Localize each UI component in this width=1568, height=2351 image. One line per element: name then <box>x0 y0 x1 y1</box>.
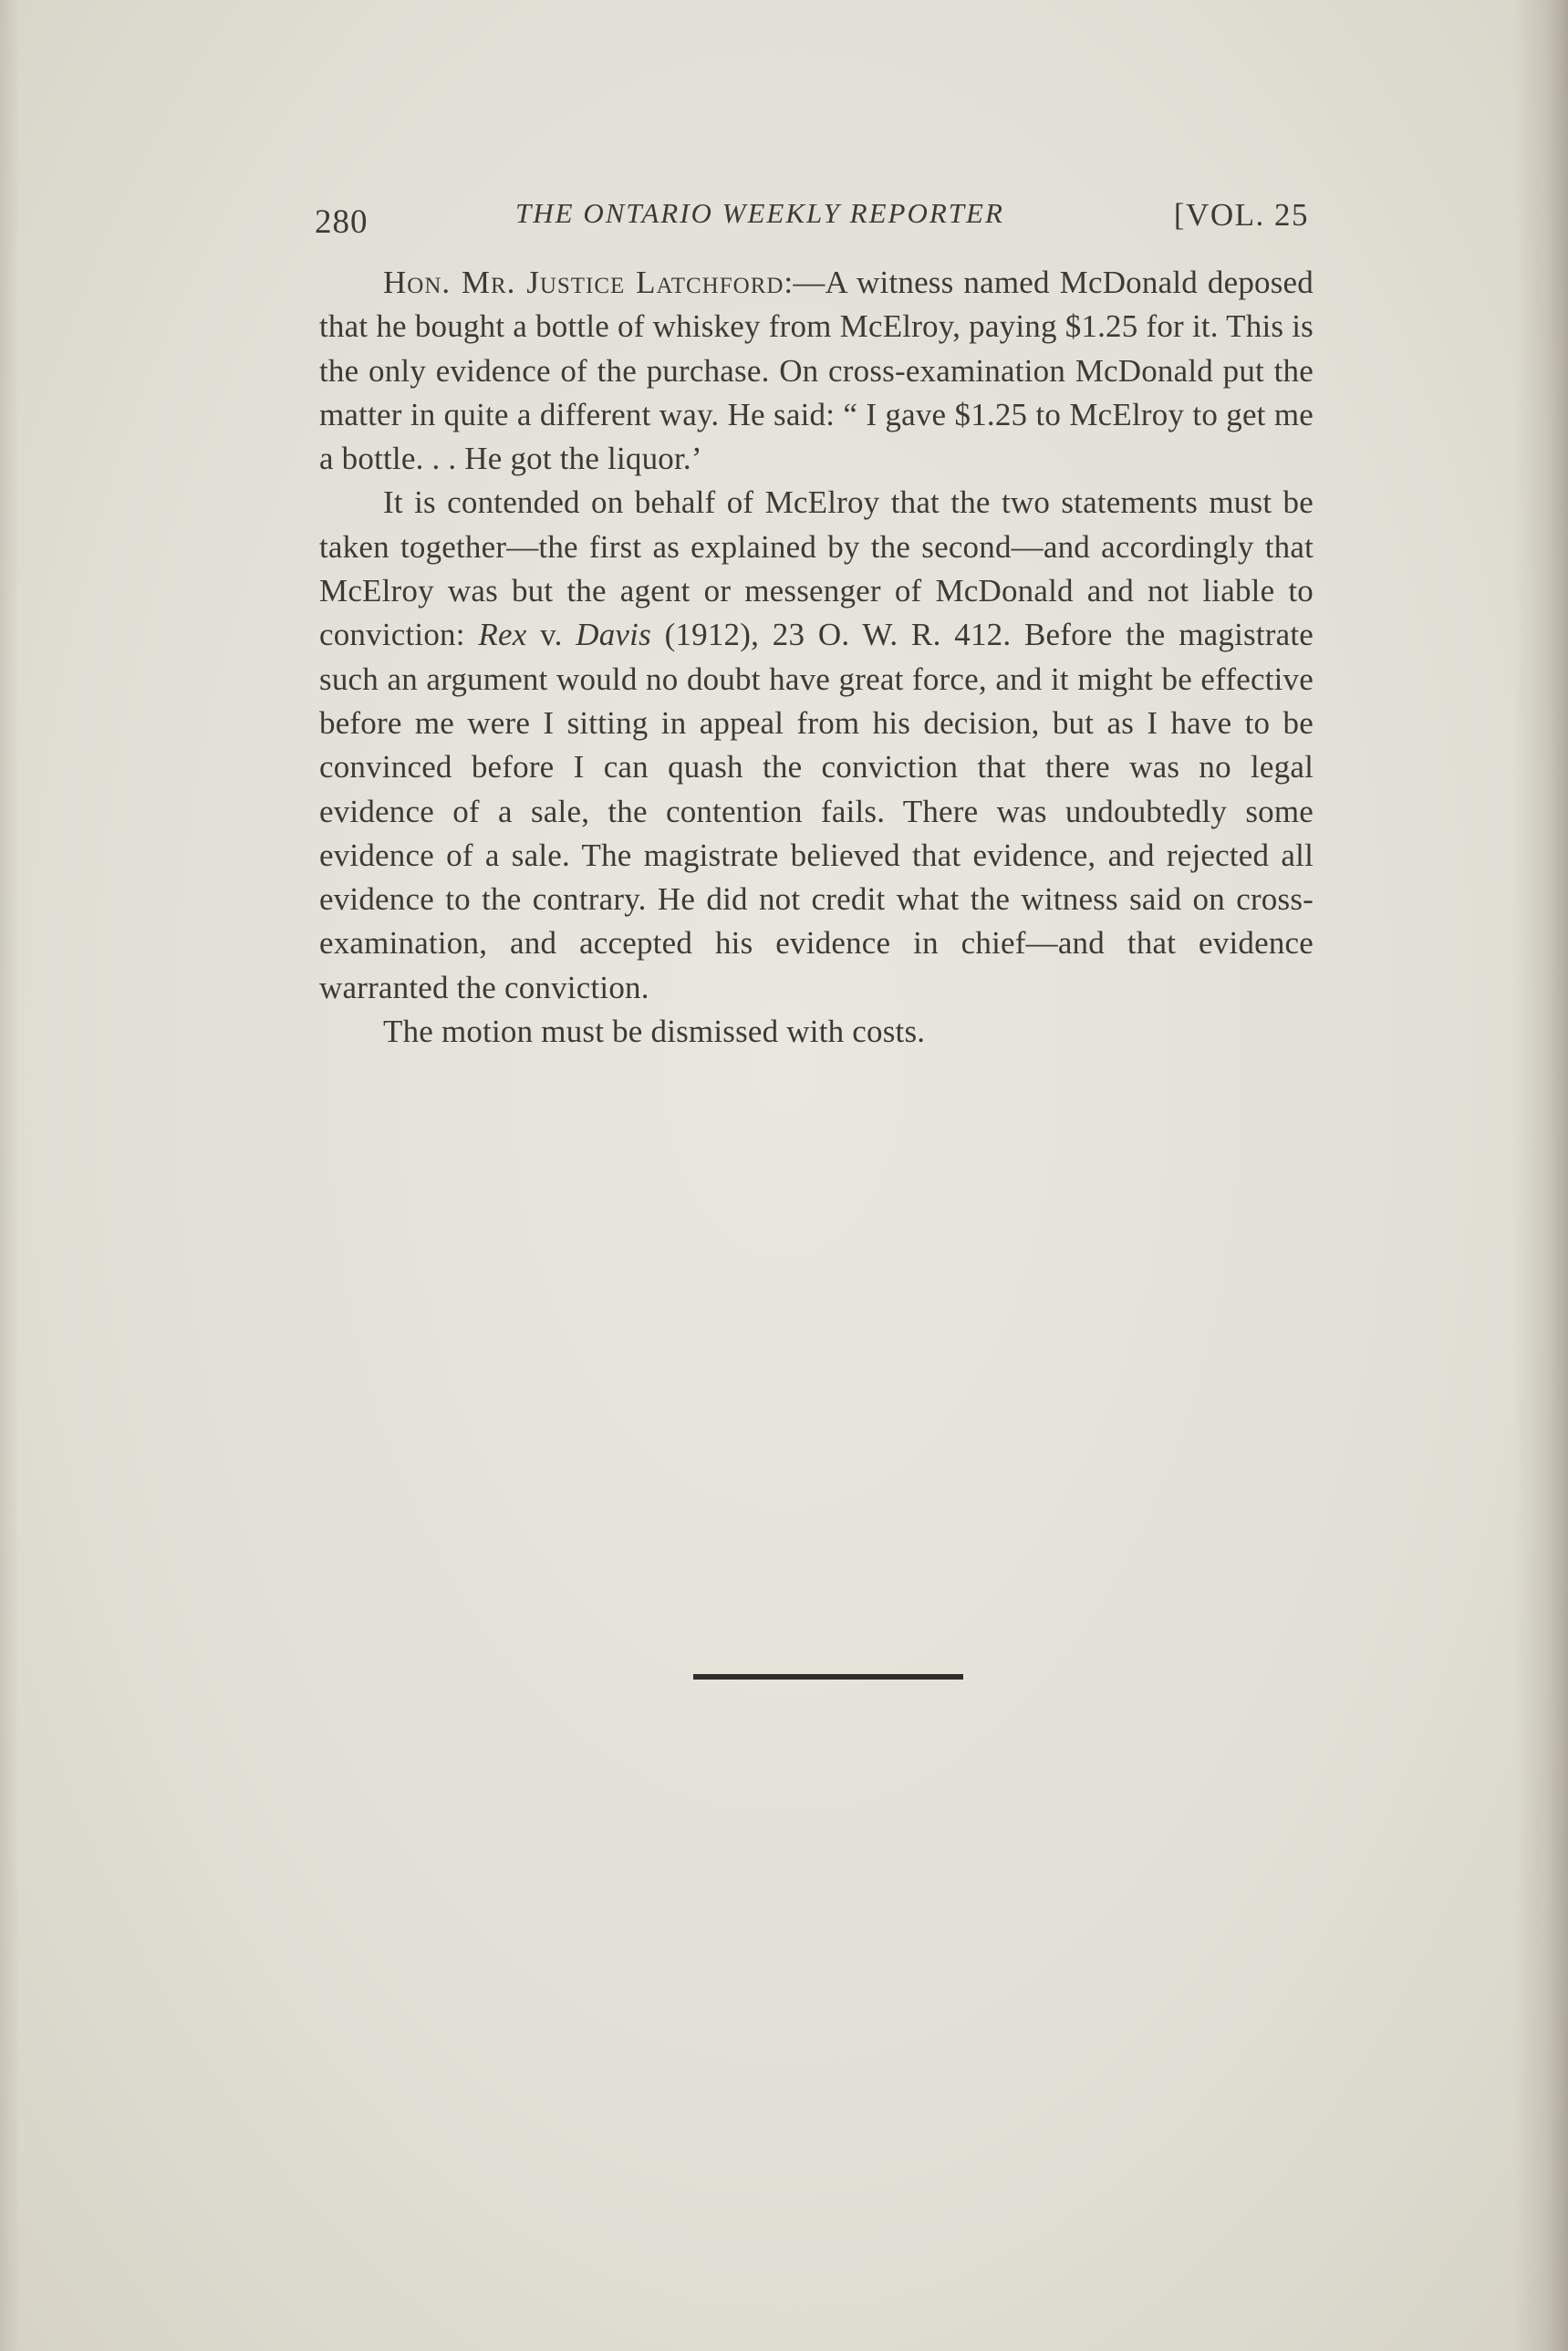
page-number: 280 <box>315 203 369 241</box>
volume-label: [VOL. 25 <box>1173 197 1309 233</box>
paragraph-2-text-a: It is contended on behalf of McElroy that the two statements must be taken together—the first as explained by the second—and accordingly that McElroy was but the agent or messenger of McDonald and not liable to conviction: <box>319 484 1314 653</box>
case-name-davis: Davis <box>576 617 651 653</box>
paragraph-1 <box>319 261 1314 481</box>
paragraph-1-text: :—A witness named McDonald deposed that he bought a bottle of whiskey from McElroy, paying $1.25 for it. This is the only evidence of the purchase. On cross-examination McDonald put the matter in quite a different way. He said: “ I gave $1.25 to McElroy to get me a bottle. . . He got the liquor.’ <box>319 265 1314 477</box>
case-versus: v. <box>526 617 576 653</box>
page-header <box>315 195 1309 250</box>
paragraph-3 <box>319 1010 1314 1054</box>
paragraph-3-text: The motion must be dismissed with costs. <box>383 1014 926 1050</box>
paragraph-2-text-b: (1912), 23 O. W. R. 412. Before the magistrate such an argument would no doubt have great force, and it might be effective before me were I sitting in appeal from his decision, but as I have to be convinced before I can quash the conviction that there was no legal evidence of a sale, the contention fails. There was undoubtedly some evidence of a sale. The magistrate believed that evidence, and rejected all evidence to the contrary. He did not credit what the witness said on cross-examination, and accepted his evidence in chief—and that evidence warranted the conviction. <box>319 617 1314 1005</box>
running-title: THE ONTARIO WEEKLY REPORTER <box>515 197 1004 229</box>
section-divider-rule <box>693 1674 963 1680</box>
paragraph-2 <box>319 481 1314 1010</box>
case-name-rex: Rex <box>478 617 527 653</box>
judge-name: Hon. Mr. Justice Latchford <box>383 265 784 300</box>
body-text <box>319 261 1314 1054</box>
